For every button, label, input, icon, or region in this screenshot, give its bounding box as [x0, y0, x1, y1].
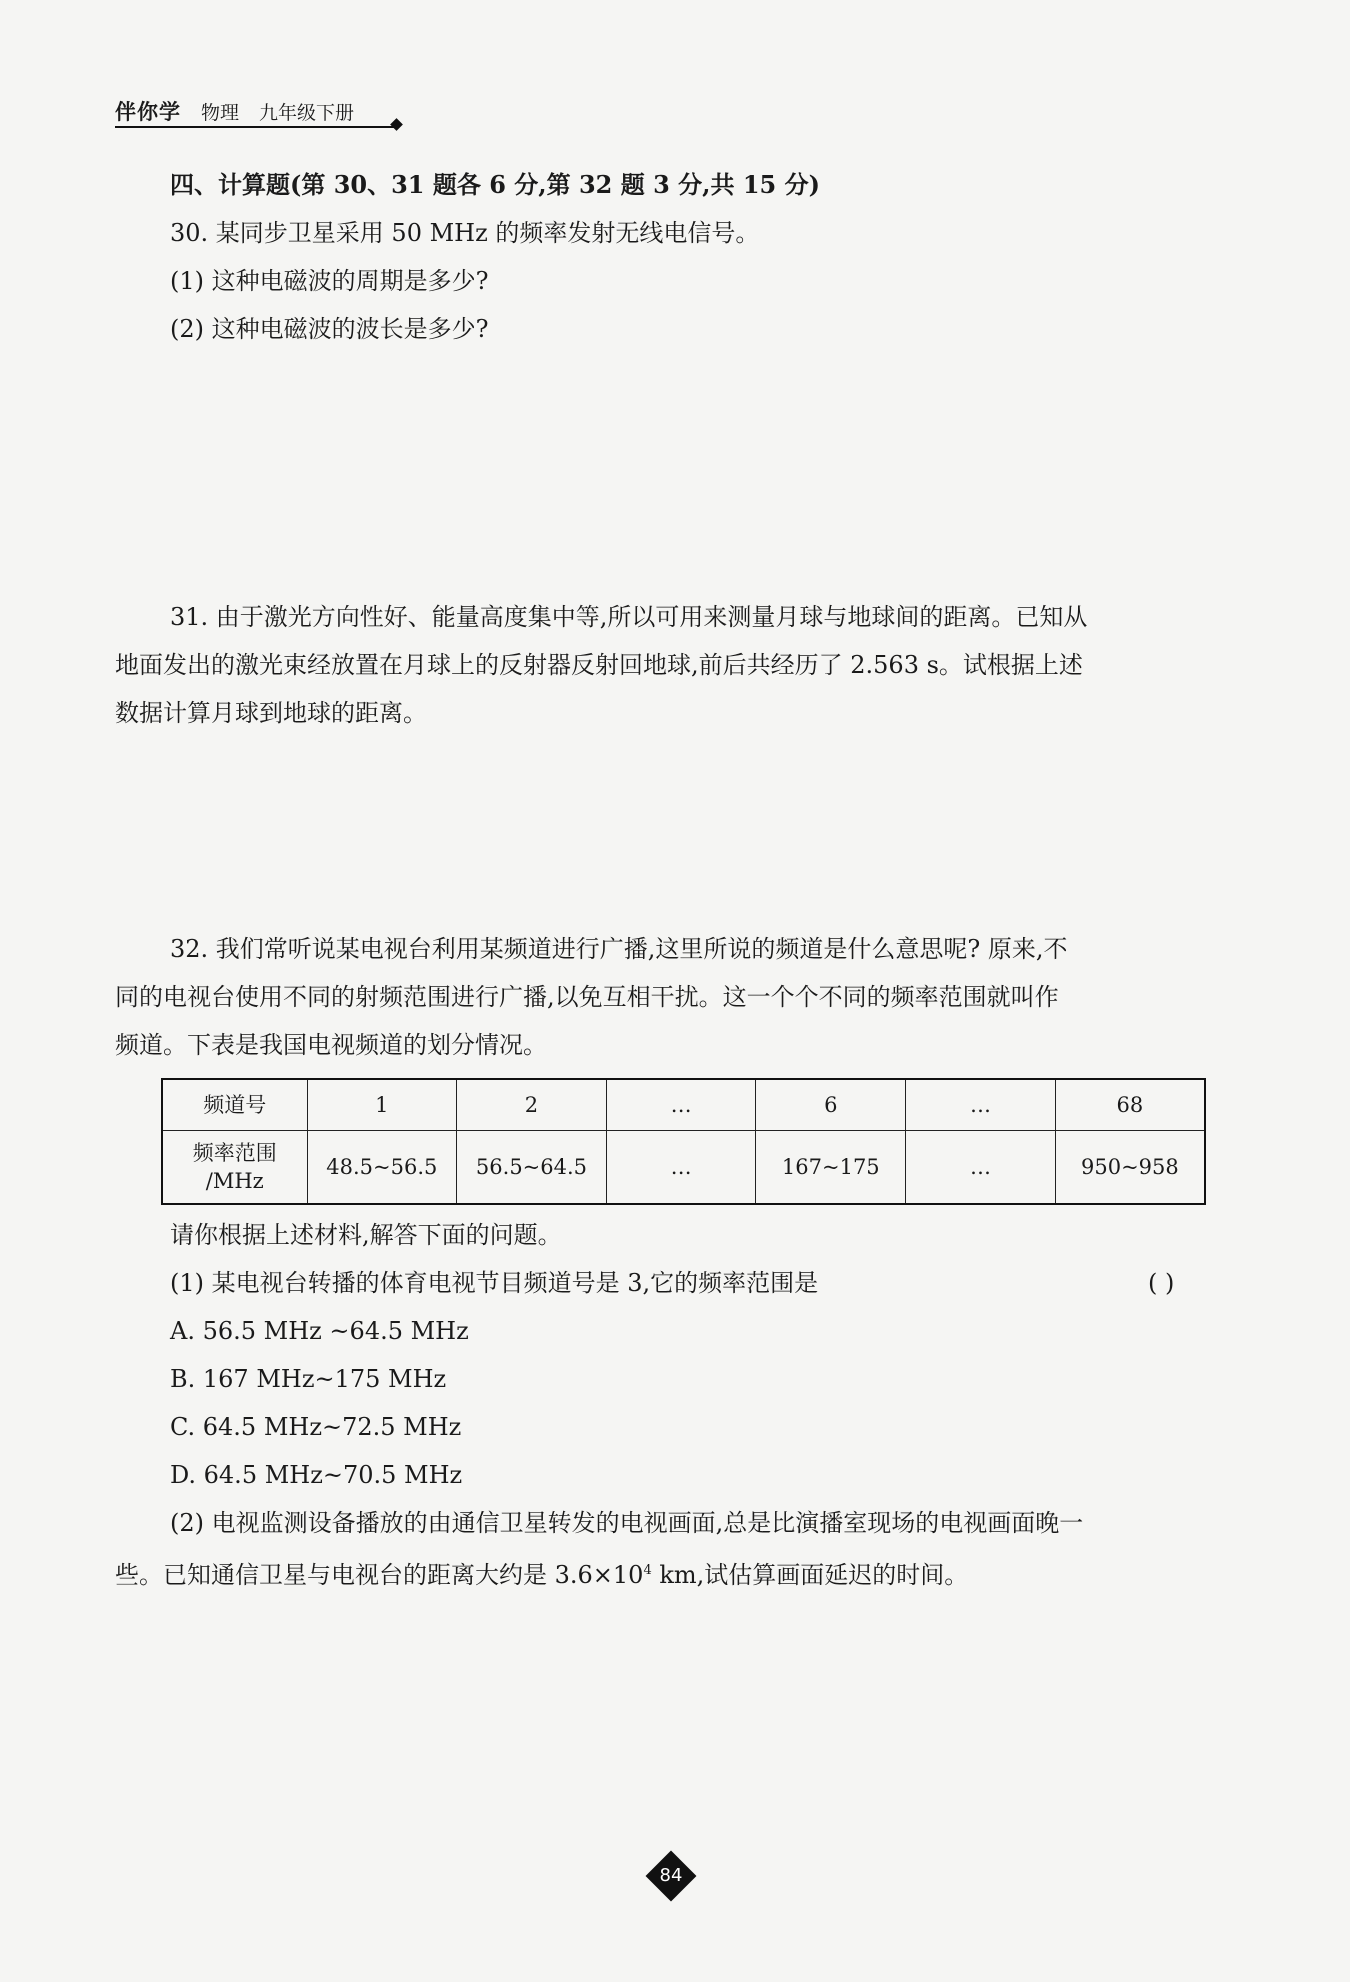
- q32-line2: 同的电视台使用不同的射频范围进行广播,以免互相干扰。这一个个不同的频率范围就叫作: [115, 983, 1059, 1011]
- q32-sub2-line2: [115, 1556, 968, 1590]
- channel-cell: 68: [1055, 1079, 1205, 1131]
- range-cell: 56.5~64.5: [457, 1131, 607, 1205]
- q32-sub2-line2-pre: 些。已知通信卫星与电视台的距离大约是 3.6×10: [115, 1561, 644, 1589]
- row-header-channel: 频道号: [162, 1079, 307, 1131]
- q32-sub1: (1) 某电视台转播的体育电视节目频道号是 3,它的频率范围是: [170, 1269, 819, 1297]
- q31-line3: 数据计算月球到地球的距离。: [115, 699, 427, 727]
- channel-cell: …: [906, 1079, 1056, 1131]
- option-d: D. 64.5 MHz~70.5 MHz: [170, 1461, 463, 1489]
- option-a: A. 56.5 MHz ~64.5 MHz: [170, 1317, 469, 1345]
- answer-blank: ( ): [1148, 1269, 1175, 1297]
- channel-cell: …: [606, 1079, 756, 1131]
- q31-line2: 地面发出的激光束经放置在月球上的反射器反射回地球,前后共经历了 2.563 s。试根据上述: [115, 651, 1083, 679]
- q32-sub2-line2-post: km,试估算画面延迟的时间。: [651, 1561, 969, 1589]
- table-row: [162, 1131, 1205, 1205]
- exponent: 4: [643, 1563, 652, 1578]
- range-cell: 48.5~56.5: [307, 1131, 457, 1205]
- header-subject: 物理: [201, 102, 240, 124]
- q32-line3: 频道。下表是我国电视频道的划分情况。: [115, 1031, 547, 1059]
- channel-cell: 6: [756, 1079, 906, 1131]
- row-header-frequency: [162, 1131, 307, 1205]
- brand-logo: 伴你学: [115, 100, 181, 124]
- channel-table: [161, 1078, 1206, 1205]
- q30-sub1: (1) 这种电磁波的周期是多少?: [170, 267, 489, 295]
- q30-sub2: (2) 这种电磁波的波长是多少?: [170, 315, 489, 343]
- q32-line1: 32. 我们常听说某电视台利用某频道进行广播,这里所说的频道是什么意思呢? 原来,不: [170, 935, 1068, 963]
- range-cell: …: [906, 1131, 1056, 1205]
- option-c: C. 64.5 MHz~72.5 MHz: [170, 1413, 462, 1441]
- q32-sub2-line1: (2) 电视监测设备播放的由通信卫星转发的电视画面,总是比演播室现场的电视画面晚一: [170, 1509, 1084, 1537]
- q31-line1: 31. 由于激光方向性好、能量高度集中等,所以可用来测量月球与地球间的距离。已知从: [170, 603, 1088, 631]
- q32-prompt: 请你根据上述材料,解答下面的问题。: [170, 1221, 562, 1249]
- table-row: [162, 1079, 1205, 1131]
- page-number: 84: [659, 1865, 683, 1886]
- page-number-badge: [645, 1850, 697, 1902]
- q30-stem: 30. 某同步卫星采用 50 MHz 的频率发射无线电信号。: [170, 219, 760, 247]
- row-header-frequency-line1: 频率范围: [192, 1141, 277, 1165]
- header-diamond-icon: [390, 118, 403, 131]
- channel-cell: 1: [307, 1079, 457, 1131]
- header-grade: 九年级下册: [259, 102, 355, 124]
- channel-cell: 2: [457, 1079, 607, 1131]
- range-cell: …: [606, 1131, 756, 1205]
- section-title: 四、计算题(第 30、31 题各 6 分,第 32 题 3 分,共 15 分): [170, 170, 820, 199]
- option-b: B. 167 MHz~175 MHz: [170, 1365, 447, 1393]
- running-header: [115, 96, 354, 126]
- range-cell: 950~958: [1055, 1131, 1205, 1205]
- range-cell: 167~175: [756, 1131, 906, 1205]
- header-rule: [115, 126, 395, 128]
- row-header-frequency-line2: /MHz: [205, 1169, 264, 1193]
